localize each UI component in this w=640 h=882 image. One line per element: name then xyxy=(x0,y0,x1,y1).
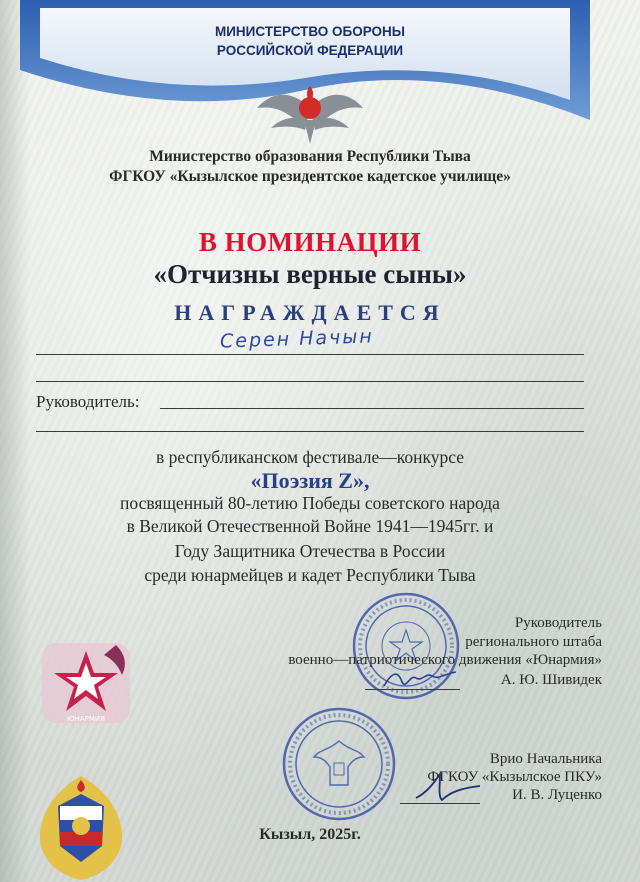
signatory-1-title-line-2: регионального штаба xyxy=(465,634,602,650)
education-ministry-line: Министерство образования Республики Тыва xyxy=(149,148,471,165)
recipient-line-1 xyxy=(36,354,584,355)
ministry-title xyxy=(0,22,620,60)
nomination-title: «Отчизны верные сыны» xyxy=(153,259,467,289)
recipient-line-2 xyxy=(36,381,584,382)
leader-line-2 xyxy=(36,431,584,432)
school-name-line: ФГКОУ «Кызылское президентское кадетское училище» xyxy=(109,168,511,185)
school-official-stamp xyxy=(280,705,398,823)
signatory-1-title-line-3: военно—патриотического движения «Юнармия» xyxy=(288,652,602,668)
leader-label: Руководитель: xyxy=(36,392,140,411)
signatory-1-name: А. Ю. Шивидек xyxy=(500,672,602,688)
nomination-heading: В НОМИНАЦИИ xyxy=(198,227,422,257)
dedication-line-3: Году Защитника Отечества в России xyxy=(174,541,446,561)
signatory-2-name: И. В. Луценко xyxy=(512,787,602,803)
ministry-line-1: МИНИСТЕРСТВО ОБОРОНЫ xyxy=(214,24,406,39)
signatory-1-title-line-1: Руководитель xyxy=(514,615,602,631)
awarded-heading: НАГРАЖДАЕТСЯ xyxy=(174,300,446,325)
recipient-handwritten-name: Серен Начын xyxy=(219,325,375,353)
signatory-2-sign-line xyxy=(400,803,480,804)
leader-line-1 xyxy=(160,408,584,409)
dedication-line-2: в Великой Отечественной Войне 1941—1945гг. и xyxy=(126,516,494,536)
dedication-line-1: посвященный 80-летию Победы советского народа xyxy=(120,493,500,513)
signatory-2-title-line-1: Врио Начальника xyxy=(489,751,602,767)
festival-text: в республиканском фестивале—конкурсе xyxy=(156,447,464,467)
signatory-2-title-line-2: ФГКОУ «Кызылское ПКУ» xyxy=(427,769,602,785)
contest-name: «Поэзия Z», xyxy=(250,468,370,493)
defense-ministry-eagle-emblem xyxy=(255,68,365,148)
city-and-year: Кызыл, 2025г. xyxy=(259,826,361,843)
yunarmia-logo-text: ЮНАРМИЯ xyxy=(67,715,105,723)
signatory-1-sign-line xyxy=(365,689,460,690)
ministry-line-2: РОССИЙСКОЙ ФЕДЕРАЦИИ xyxy=(216,43,404,58)
yunarmia-star-logo xyxy=(36,633,136,733)
dedication-line-4: среди юнармейцев и кадет Республики Тыва xyxy=(144,565,476,585)
